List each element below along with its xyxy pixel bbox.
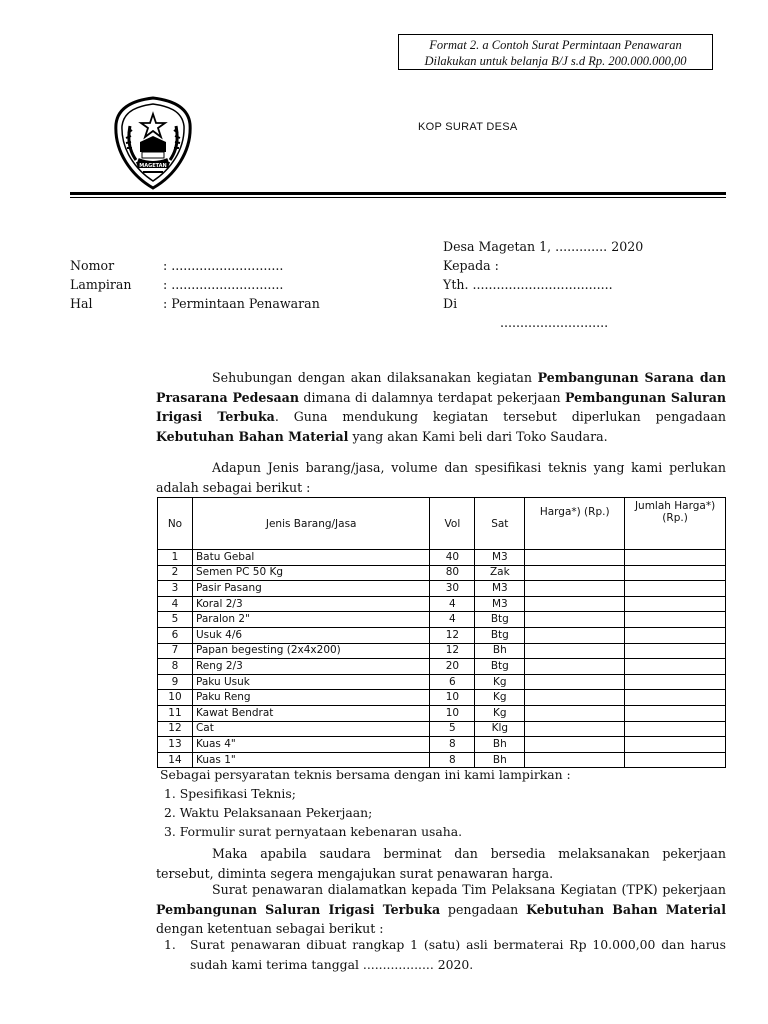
cell-jumlah	[625, 612, 726, 628]
cell-vol: 8	[430, 737, 475, 753]
cell-vol: 8	[430, 752, 475, 768]
cell-jumlah	[625, 737, 726, 753]
recipient-di-blank: ...........................	[500, 315, 609, 330]
cell-jenis: Semen PC 50 Kg	[192, 565, 429, 581]
cell-no: 10	[158, 690, 193, 706]
header-rule-thick	[70, 192, 726, 195]
emblem-text: MAGETAN	[139, 163, 167, 169]
format-line-1: Format 2. a Contoh Surat Permintaan Penawaran	[429, 38, 682, 52]
cell-harga	[525, 581, 625, 597]
nomor-value: : ............................	[163, 258, 284, 273]
items-table	[157, 497, 726, 768]
cell-vol: 12	[430, 627, 475, 643]
cell-sat: Kg	[475, 690, 525, 706]
header-sat: Sat	[475, 498, 525, 550]
cell-vol: 80	[430, 565, 475, 581]
cell-vol: 5	[430, 721, 475, 737]
cell-jenis: Reng 2/3	[192, 659, 429, 675]
cell-jenis: Paralon 2"	[192, 612, 429, 628]
cell-jumlah	[625, 643, 726, 659]
cell-vol: 40	[430, 550, 475, 566]
format-line-2: Dilakukan untuk belanja B/J s.d Rp. 200.000.000,00	[424, 54, 687, 68]
cell-harga	[525, 737, 625, 753]
lampiran-label: Lampiran	[70, 277, 132, 292]
cell-jenis: Kuas 1"	[192, 752, 429, 768]
cell-vol: 4	[430, 596, 475, 612]
cell-jenis: Paku Reng	[192, 690, 429, 706]
cell-jenis: Koral 2/3	[192, 596, 429, 612]
table-row	[158, 581, 726, 597]
cell-sat: Btg	[475, 659, 525, 675]
paragraph-closing: Maka apabila saudara berminat dan bersedia melaksanakan pekerjaan tersebut, diminta segera mengajukan surat penawaran harga.	[156, 846, 726, 881]
cell-vol: 20	[430, 659, 475, 675]
recipient-kepada: Kepada :	[443, 258, 499, 273]
cell-harga	[525, 690, 625, 706]
cell-harga	[525, 565, 625, 581]
paragraph-items-intro: Adapun Jenis barang/jasa, volume dan spesifikasi teknis yang kami perlukan adalah sebagai berikut :	[156, 460, 726, 495]
cell-no: 12	[158, 721, 193, 737]
cell-jumlah	[625, 565, 726, 581]
nomor-label: Nomor	[70, 258, 115, 273]
regency-emblem-icon	[112, 96, 194, 190]
cell-jumlah	[625, 659, 726, 675]
requirement-item: 2. Waktu Pelaksanaan Pekerjaan;	[164, 805, 373, 820]
header-rule-thin	[70, 197, 726, 198]
header-harga: Harga*) (Rp.)	[525, 498, 625, 550]
table-row	[158, 550, 726, 566]
header-jenis: Jenis Barang/Jasa	[192, 498, 429, 550]
condition-number: 1.	[164, 937, 176, 952]
cell-no: 2	[158, 565, 193, 581]
table-row	[158, 721, 726, 737]
cell-sat: Bh	[475, 752, 525, 768]
table-row	[158, 612, 726, 628]
cell-jumlah	[625, 721, 726, 737]
cell-no: 11	[158, 705, 193, 721]
header-no: No	[158, 498, 193, 550]
table-row	[158, 737, 726, 753]
cell-jumlah	[625, 674, 726, 690]
cell-jenis: Usuk 4/6	[192, 627, 429, 643]
table-header-row	[158, 498, 726, 550]
hal-value: : Permintaan Penawaran	[163, 296, 320, 311]
table-row	[158, 674, 726, 690]
cell-jumlah	[625, 581, 726, 597]
cell-no: 3	[158, 581, 193, 597]
recipient-di: Di	[443, 296, 458, 311]
kop-surat-title: KOP SURAT DESA	[418, 121, 518, 133]
cell-harga	[525, 550, 625, 566]
cell-no: 5	[158, 612, 193, 628]
cell-sat: Klg	[475, 721, 525, 737]
recipient-yth: Yth. ...................................	[443, 277, 613, 292]
cell-no: 8	[158, 659, 193, 675]
table-row	[158, 627, 726, 643]
table-row	[158, 565, 726, 581]
cell-jumlah	[625, 705, 726, 721]
cell-no: 9	[158, 674, 193, 690]
cell-jenis: Paku Usuk	[192, 674, 429, 690]
cell-jumlah	[625, 690, 726, 706]
requirement-item: 1. Spesifikasi Teknis;	[164, 786, 296, 801]
format-note-box	[398, 34, 713, 70]
cell-vol: 30	[430, 581, 475, 597]
cell-harga	[525, 612, 625, 628]
cell-sat: M3	[475, 596, 525, 612]
cell-harga	[525, 721, 625, 737]
table-row	[158, 596, 726, 612]
cell-vol: 10	[430, 690, 475, 706]
cell-no: 7	[158, 643, 193, 659]
cell-sat: Kg	[475, 674, 525, 690]
cell-jumlah	[625, 550, 726, 566]
table-row	[158, 705, 726, 721]
cell-jumlah	[625, 627, 726, 643]
header-jumlah: Jumlah Harga*) (Rp.)	[625, 498, 726, 550]
cell-no: 4	[158, 596, 193, 612]
cell-sat: Bh	[475, 643, 525, 659]
lampiran-value: : ............................	[163, 277, 284, 292]
cell-no: 14	[158, 752, 193, 768]
cell-no: 6	[158, 627, 193, 643]
cell-sat: Kg	[475, 705, 525, 721]
cell-jenis: Cat	[192, 721, 429, 737]
cell-no: 13	[158, 737, 193, 753]
table-row	[158, 659, 726, 675]
cell-vol: 4	[430, 612, 475, 628]
cell-harga	[525, 627, 625, 643]
cell-jumlah	[625, 596, 726, 612]
cell-sat: Btg	[475, 627, 525, 643]
requirement-item: 3. Formulir surat pernyataan kebenaran usaha.	[164, 824, 463, 839]
cell-sat: Bh	[475, 737, 525, 753]
cell-sat: M3	[475, 581, 525, 597]
cell-jenis: Kawat Bendrat	[192, 705, 429, 721]
cell-harga	[525, 705, 625, 721]
condition-item: Surat penawaran dibuat rangkap 1 (satu) asli bermaterai Rp 10.000,00 dan harus sudah kami terima tanggal .................. 2020.	[190, 937, 726, 972]
table-row	[158, 643, 726, 659]
cell-no: 1	[158, 550, 193, 566]
cell-vol: 12	[430, 643, 475, 659]
table-row	[158, 690, 726, 706]
cell-harga	[525, 643, 625, 659]
cell-jenis: Papan begesting (2x4x200)	[192, 643, 429, 659]
cell-harga	[525, 596, 625, 612]
paragraph-address: Surat penawaran dialamatkan kepada Tim Pelaksana Kegiatan (TPK) pekerjaan Pembangunan Saluran Irigasi Terbuka pengadaan Kebutuhan Bahan Material dengan ketentuan sebagai berikut :	[156, 882, 726, 936]
paragraph-intro: Sehubungan dengan akan dilaksanakan kegiatan Pembangunan Sarana dan Prasarana Pedesaan dimana di dalamnya terdapat pekerjaan Pembangunan Saluran Irigasi Terbuka. Guna mendukung kegiatan tersebut diperlukan pengadaan Kebutuhan Bahan Material yang akan Kami beli dari Toko Saudara.	[156, 370, 727, 444]
cell-jenis: Pasir Pasang	[192, 581, 429, 597]
cell-jenis: Batu Gebal	[192, 550, 429, 566]
cell-vol: 6	[430, 674, 475, 690]
letter-date: Desa Magetan 1, ............. 2020	[443, 239, 644, 254]
header-vol: Vol	[430, 498, 475, 550]
cell-harga	[525, 659, 625, 675]
cell-vol: 10	[430, 705, 475, 721]
cell-jenis: Kuas 4"	[192, 737, 429, 753]
cell-jumlah	[625, 752, 726, 768]
cell-sat: Btg	[475, 612, 525, 628]
requirements-intro: Sebagai persyaratan teknis bersama dengan ini kami lampirkan :	[160, 767, 571, 782]
cell-sat: Zak	[475, 565, 525, 581]
hal-label: Hal	[70, 296, 93, 311]
cell-harga	[525, 674, 625, 690]
cell-sat: M3	[475, 550, 525, 566]
